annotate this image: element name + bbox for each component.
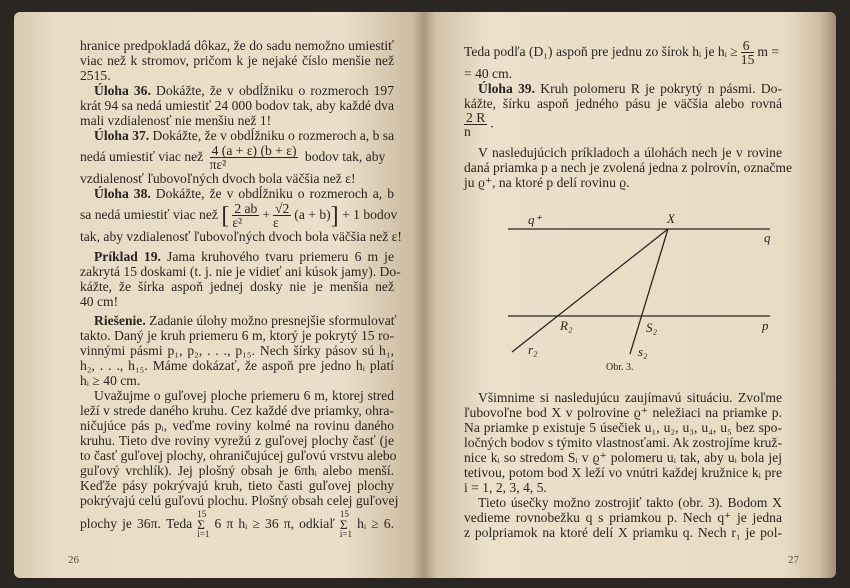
denominator: πε²	[209, 157, 227, 173]
text-line: 2515.	[80, 68, 111, 83]
label-p: p	[762, 318, 769, 333]
text-line: kruhu. Tieto dve roviny vyrežú z guľovej plochy časť (je	[80, 433, 394, 448]
text-line: i = 1, 2, 3, 4, 5.	[464, 480, 547, 495]
exercise-37	[80, 128, 394, 143]
text: Dokážte, že v obdĺžniku o rozmeroch a, b	[155, 186, 394, 201]
label-q: q	[764, 230, 771, 245]
exercise-36	[80, 83, 394, 98]
exercise-label: Úloha 38.	[94, 186, 151, 201]
bracket: ]	[330, 202, 339, 229]
text: Dokážte, že v obdĺžniku o rozmeroch a, b sa	[152, 128, 395, 143]
text-line: to časť guľovej plochy, ohraničujúcej guľovú vrstvu alebo	[80, 448, 397, 463]
formula-line	[80, 143, 394, 171]
text-line: ju ϱ⁺, na ktoré p delí rovinu ϱ.	[464, 175, 630, 190]
sum-upper: 15	[339, 509, 349, 520]
ray-s2	[630, 229, 668, 354]
fraction	[210, 144, 299, 171]
example-label: Príklad 19.	[94, 249, 161, 264]
text-line: krát 94 sa nedá umiestiť 24 000 bodov tak, aby každé dva	[80, 98, 394, 113]
text-line: tak, aby vzdialenosť ľubovoľných dvoch bola väčšia než ε!	[80, 229, 402, 244]
text-line: tetivou, potom bod X leží vo vnútri každej kružnice kᵢ pre	[464, 465, 782, 480]
label-q-plus: q⁺	[528, 212, 542, 227]
example-19	[80, 249, 394, 264]
text-line: viac než k stromov, pričom k je nejaké číslo menšie než	[80, 53, 394, 68]
text-line: Uvažujme o guľovej ploche priemeru 6 m, ktorej stred	[94, 388, 394, 403]
text-line: vinnými pásmi p₁, p₂, . . ., p₁₅. Nech šírky pásov sú h₁,	[80, 343, 394, 358]
text: hᵢ ≥ 6.	[357, 516, 394, 531]
label-x: X	[667, 211, 675, 226]
numerator: 2 R	[466, 110, 486, 125]
text-line: Na priamke p existuje 5 úsečiek u₁, u₂, u₃, u₄, u₅ bez spo-	[464, 420, 782, 435]
text: + 1 bodov	[342, 207, 398, 222]
text-line: ničujúce pás pᵢ, veďme roviny kolmé na rovinu daného	[80, 418, 394, 433]
text-line: = 40 cm.	[464, 66, 513, 81]
text-line: daná priamka p a nech je zvolená jedna z polrovín, označme	[464, 160, 792, 175]
ray-r2	[512, 229, 668, 352]
text: nedá umiestiť viac než	[80, 149, 204, 164]
text-line: mali vzdialenosť nie menšiu než 1!	[80, 113, 272, 128]
text-line: pokrývajú celú guľovú plochu. Plošný obsah celej guľovej	[80, 493, 399, 508]
text: Jama kruhového tvaru priemeru 6 m je	[167, 249, 394, 264]
text-line: z polpriamok na ktoré delí X priamku q. Nech r₁ je pol-	[464, 525, 782, 540]
page-number: 26	[68, 554, 79, 566]
text: bodov tak, aby	[304, 149, 386, 164]
text: (a + b)	[294, 207, 331, 222]
sum-lower: i=1	[197, 529, 210, 540]
label-s2-point: S₂	[646, 320, 658, 335]
text-line: guľový vrchlík). Jej plošný obsah je 6πhᵢ alebo menší.	[80, 463, 394, 478]
formula-line	[80, 508, 394, 540]
numerator: 6	[741, 39, 755, 53]
text-line: leží v strede daného kruhu. Cez každé dve priamky, ohra-	[80, 403, 394, 418]
text: plochy je 36π. Teda	[80, 516, 193, 531]
text-line: hranice predpokladá dôkaz, že do sadu nemožno umiestiť	[80, 38, 394, 53]
text-line: kážte, šírku aspoň jedného pásu je väčšia alebo rovná	[464, 96, 782, 111]
fraction	[273, 202, 291, 229]
text-line: 40 cm!	[80, 294, 119, 309]
denominator: ε	[273, 215, 279, 231]
page-number: 27	[788, 554, 799, 566]
formula-line: $\frac{2 R}{n}$ .	[464, 110, 494, 139]
text-line: vedieme rovnobežku q s priamkou p. Nech q⁺ je jedna	[464, 510, 782, 525]
figure-3	[424, 26, 836, 386]
formula-line: sa nedá umiestiť viac než [ $\frac{2 ab}{\text{ε²}}$ + $\frac{√2}{\varepsilon}$ (a + b)] + 1 bodov	[80, 201, 398, 231]
text: Dokážte, že v obdĺžniku o rozmeroch 197	[156, 83, 395, 98]
bracket: [	[221, 202, 230, 229]
text-line: hᵢ ≥ 40 cm.	[80, 373, 141, 388]
text: 6 π hᵢ ≥ 36 π, odkiaľ	[214, 516, 335, 531]
right-page	[424, 12, 836, 578]
fraction	[232, 202, 259, 229]
right-page-bottom-text	[464, 390, 782, 540]
numerator: √2	[275, 201, 290, 217]
label-r2-ray: r₂	[528, 342, 538, 357]
text: Zadanie úlohy možno presnejšie sformulovať	[149, 313, 397, 328]
denominator: 15	[740, 52, 755, 68]
numerator: 2 ab	[234, 201, 258, 217]
figure-caption: Obr. 3.	[606, 362, 634, 373]
exercise-38	[80, 186, 394, 201]
left-page	[14, 12, 424, 578]
numerator: 4 (a + ε) (b + ε)	[211, 143, 297, 159]
exercise-label: Úloha 39.	[478, 81, 535, 96]
label-r2-point: R₂	[560, 318, 573, 333]
text-line: Tieto úsečky možno zostrojiť takto (obr. 3). Bodom X	[478, 495, 782, 510]
denominator: n	[464, 124, 471, 139]
left-page-text	[80, 38, 402, 540]
label-s2-ray: s₂	[638, 344, 648, 359]
solution	[80, 313, 397, 328]
text-line: Keďže pásy pokrývajú kruh, tieto časti guľovej plochy	[80, 478, 394, 493]
text-line: takto. Daný je kruh priemeru 6 m, ktorý je pokrytý 15 ro-	[80, 328, 394, 343]
text-line: zakrytá 15 doskami (t. j. nie je vidieť ani kúsok jamy). Do-	[80, 264, 401, 279]
text: sa nedá umiestiť viac než	[80, 207, 218, 222]
sum-lower: i=1	[339, 529, 352, 540]
text-line: nice kᵢ so stredom Sᵢ v ϱ⁺ polomeru uᵢ tak, aby uᵢ bola jej	[464, 450, 782, 465]
text: m =	[757, 44, 779, 59]
text: Teda podľa (D₁) aspoň pre jednu zo šírok hᵢ je hᵢ ≥	[464, 44, 738, 59]
text-line: ľubovoľne bod X v polrovine ϱ⁺ neležiaci na priamke p.	[464, 405, 782, 420]
sum-symbol: 15 Σ i=1	[339, 509, 352, 540]
text-line: h₂, . . ., h₁₅. Máme dokázať, že aspoň pre jedno hᵢ platí	[80, 358, 394, 373]
solution-label: Riešenie.	[94, 313, 146, 328]
exercise-label: Úloha 36.	[94, 83, 151, 98]
text-line: ločných bodov s týmito vlastnosťami. Ak zostrojíme kruž-	[464, 435, 782, 450]
sum-upper: 15	[197, 509, 207, 520]
sum-symbol: 15 Σ i=1	[197, 509, 210, 540]
text-line: Všimnime si nasledujúcu zaujímavú situáciu. Zvoľme	[478, 390, 782, 405]
text-line: V nasledujúcich príkladoch a úlohách nech je v rovine	[478, 145, 782, 160]
text: Kruh polomeru R je pokrytý n pásmi. Do-	[540, 81, 782, 96]
exercise-label: Úloha 37.	[94, 128, 150, 143]
denominator: ε²	[232, 215, 243, 231]
text-line: kážte, že šírka aspoň jednej dosky nie je menšia než	[80, 279, 394, 294]
text-line: vzdialenosť ľubovoľných dvoch bola väčšia než ε!	[80, 171, 356, 186]
